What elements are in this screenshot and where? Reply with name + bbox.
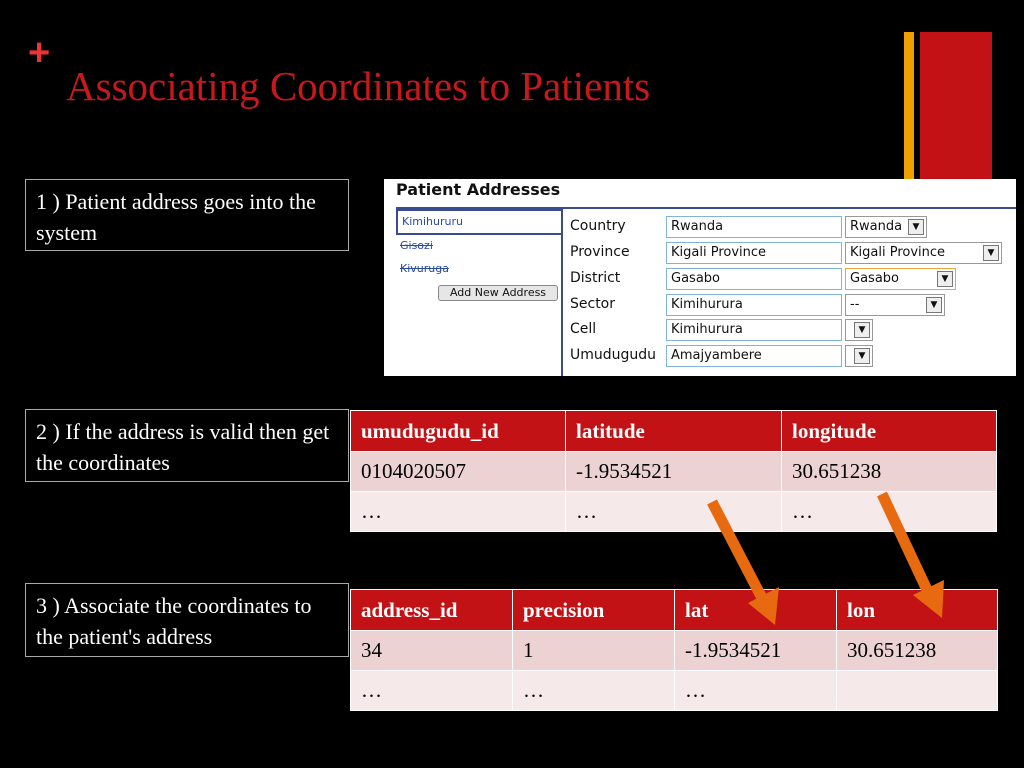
column-header: umudugudu_id: [351, 411, 566, 452]
district-select[interactable]: [845, 268, 956, 290]
column-header: longitude: [782, 411, 997, 452]
country-label: Country: [570, 218, 626, 234]
table-cell: [837, 671, 998, 711]
cell-field[interactable]: Kimihurura: [666, 319, 842, 341]
table-cell: 34: [351, 631, 513, 671]
coordinates-table: [350, 410, 997, 532]
sector-select-value: --: [850, 297, 860, 312]
country-field[interactable]: Rwanda: [666, 216, 842, 238]
table-cell: 30.651238: [782, 452, 997, 492]
address-list: [396, 209, 563, 376]
table-row: [351, 452, 997, 492]
sector-select[interactable]: [845, 294, 945, 316]
table-row: [351, 671, 998, 711]
country-select-value: Rwanda: [850, 219, 903, 234]
column-header: precision: [513, 590, 675, 631]
address-item-link[interactable]: Kivuruga: [400, 262, 449, 275]
address-item-selected[interactable]: Kimihururu: [396, 209, 561, 235]
table-row: [351, 492, 997, 532]
umudugudu-select[interactable]: [845, 345, 873, 367]
table-cell: -1.9534521: [566, 452, 782, 492]
plus-icon: +: [28, 32, 51, 74]
step-2-text: 2 ) If the address is valid then get the coordinates: [36, 419, 330, 475]
table-row: [351, 631, 998, 671]
slide-title: Associating Coordinates to Patients: [66, 63, 651, 109]
table-cell: -1.9534521: [675, 631, 837, 671]
dropdown-arrow-icon: ▼: [854, 322, 870, 338]
add-new-address-button[interactable]: Add New Address: [438, 285, 558, 301]
country-select[interactable]: [845, 216, 927, 238]
table-cell: …: [782, 492, 997, 532]
cell-label: Cell: [570, 321, 597, 337]
sector-label: Sector: [570, 296, 616, 312]
step-3-box: [25, 583, 349, 657]
address-coordinates-table: [350, 589, 998, 711]
column-header: latitude: [566, 411, 782, 452]
step-3-text: 3 ) Associate the coordinates to the patient's address: [36, 593, 312, 649]
step-1-text: 1 ) Patient address goes into the system: [36, 189, 316, 245]
patient-addresses-panel: [384, 179, 1016, 376]
province-label: Province: [570, 244, 630, 260]
table-cell: 30.651238: [837, 631, 998, 671]
table-cell: 0104020507: [351, 452, 566, 492]
step-2-box: [25, 409, 349, 482]
dropdown-arrow-icon: ▼: [908, 219, 924, 235]
column-header: lat: [675, 590, 837, 631]
decorative-red-bar: [920, 32, 992, 180]
district-field[interactable]: Gasabo: [666, 268, 842, 290]
decorative-orange-bar: [904, 32, 914, 180]
step-1-box: [25, 179, 349, 251]
column-header: lon: [837, 590, 998, 631]
table-cell: …: [566, 492, 782, 532]
patient-addresses-title: Patient Addresses: [396, 180, 561, 199]
province-field[interactable]: Kigali Province: [666, 242, 842, 264]
table-cell: …: [675, 671, 837, 711]
dropdown-arrow-icon: ▼: [983, 245, 999, 261]
table-cell: …: [351, 671, 513, 711]
province-select[interactable]: [845, 242, 1002, 264]
cell-select[interactable]: [845, 319, 873, 341]
address-item-link[interactable]: Gisozi: [400, 239, 433, 252]
table-cell: …: [351, 492, 566, 532]
umudugudu-label: Umudugudu: [570, 347, 657, 363]
dropdown-arrow-icon: ▼: [854, 348, 870, 364]
dropdown-arrow-icon: ▼: [937, 271, 953, 287]
table-cell: 1: [513, 631, 675, 671]
province-select-value: Kigali Province: [850, 245, 946, 260]
sector-field[interactable]: Kimihurura: [666, 294, 842, 316]
table-cell: …: [513, 671, 675, 711]
umudugudu-field[interactable]: Amajyambere: [666, 345, 842, 367]
district-select-value: Gasabo: [850, 271, 899, 286]
dropdown-arrow-icon: ▼: [926, 297, 942, 313]
district-label: District: [570, 270, 621, 286]
column-header: address_id: [351, 590, 513, 631]
